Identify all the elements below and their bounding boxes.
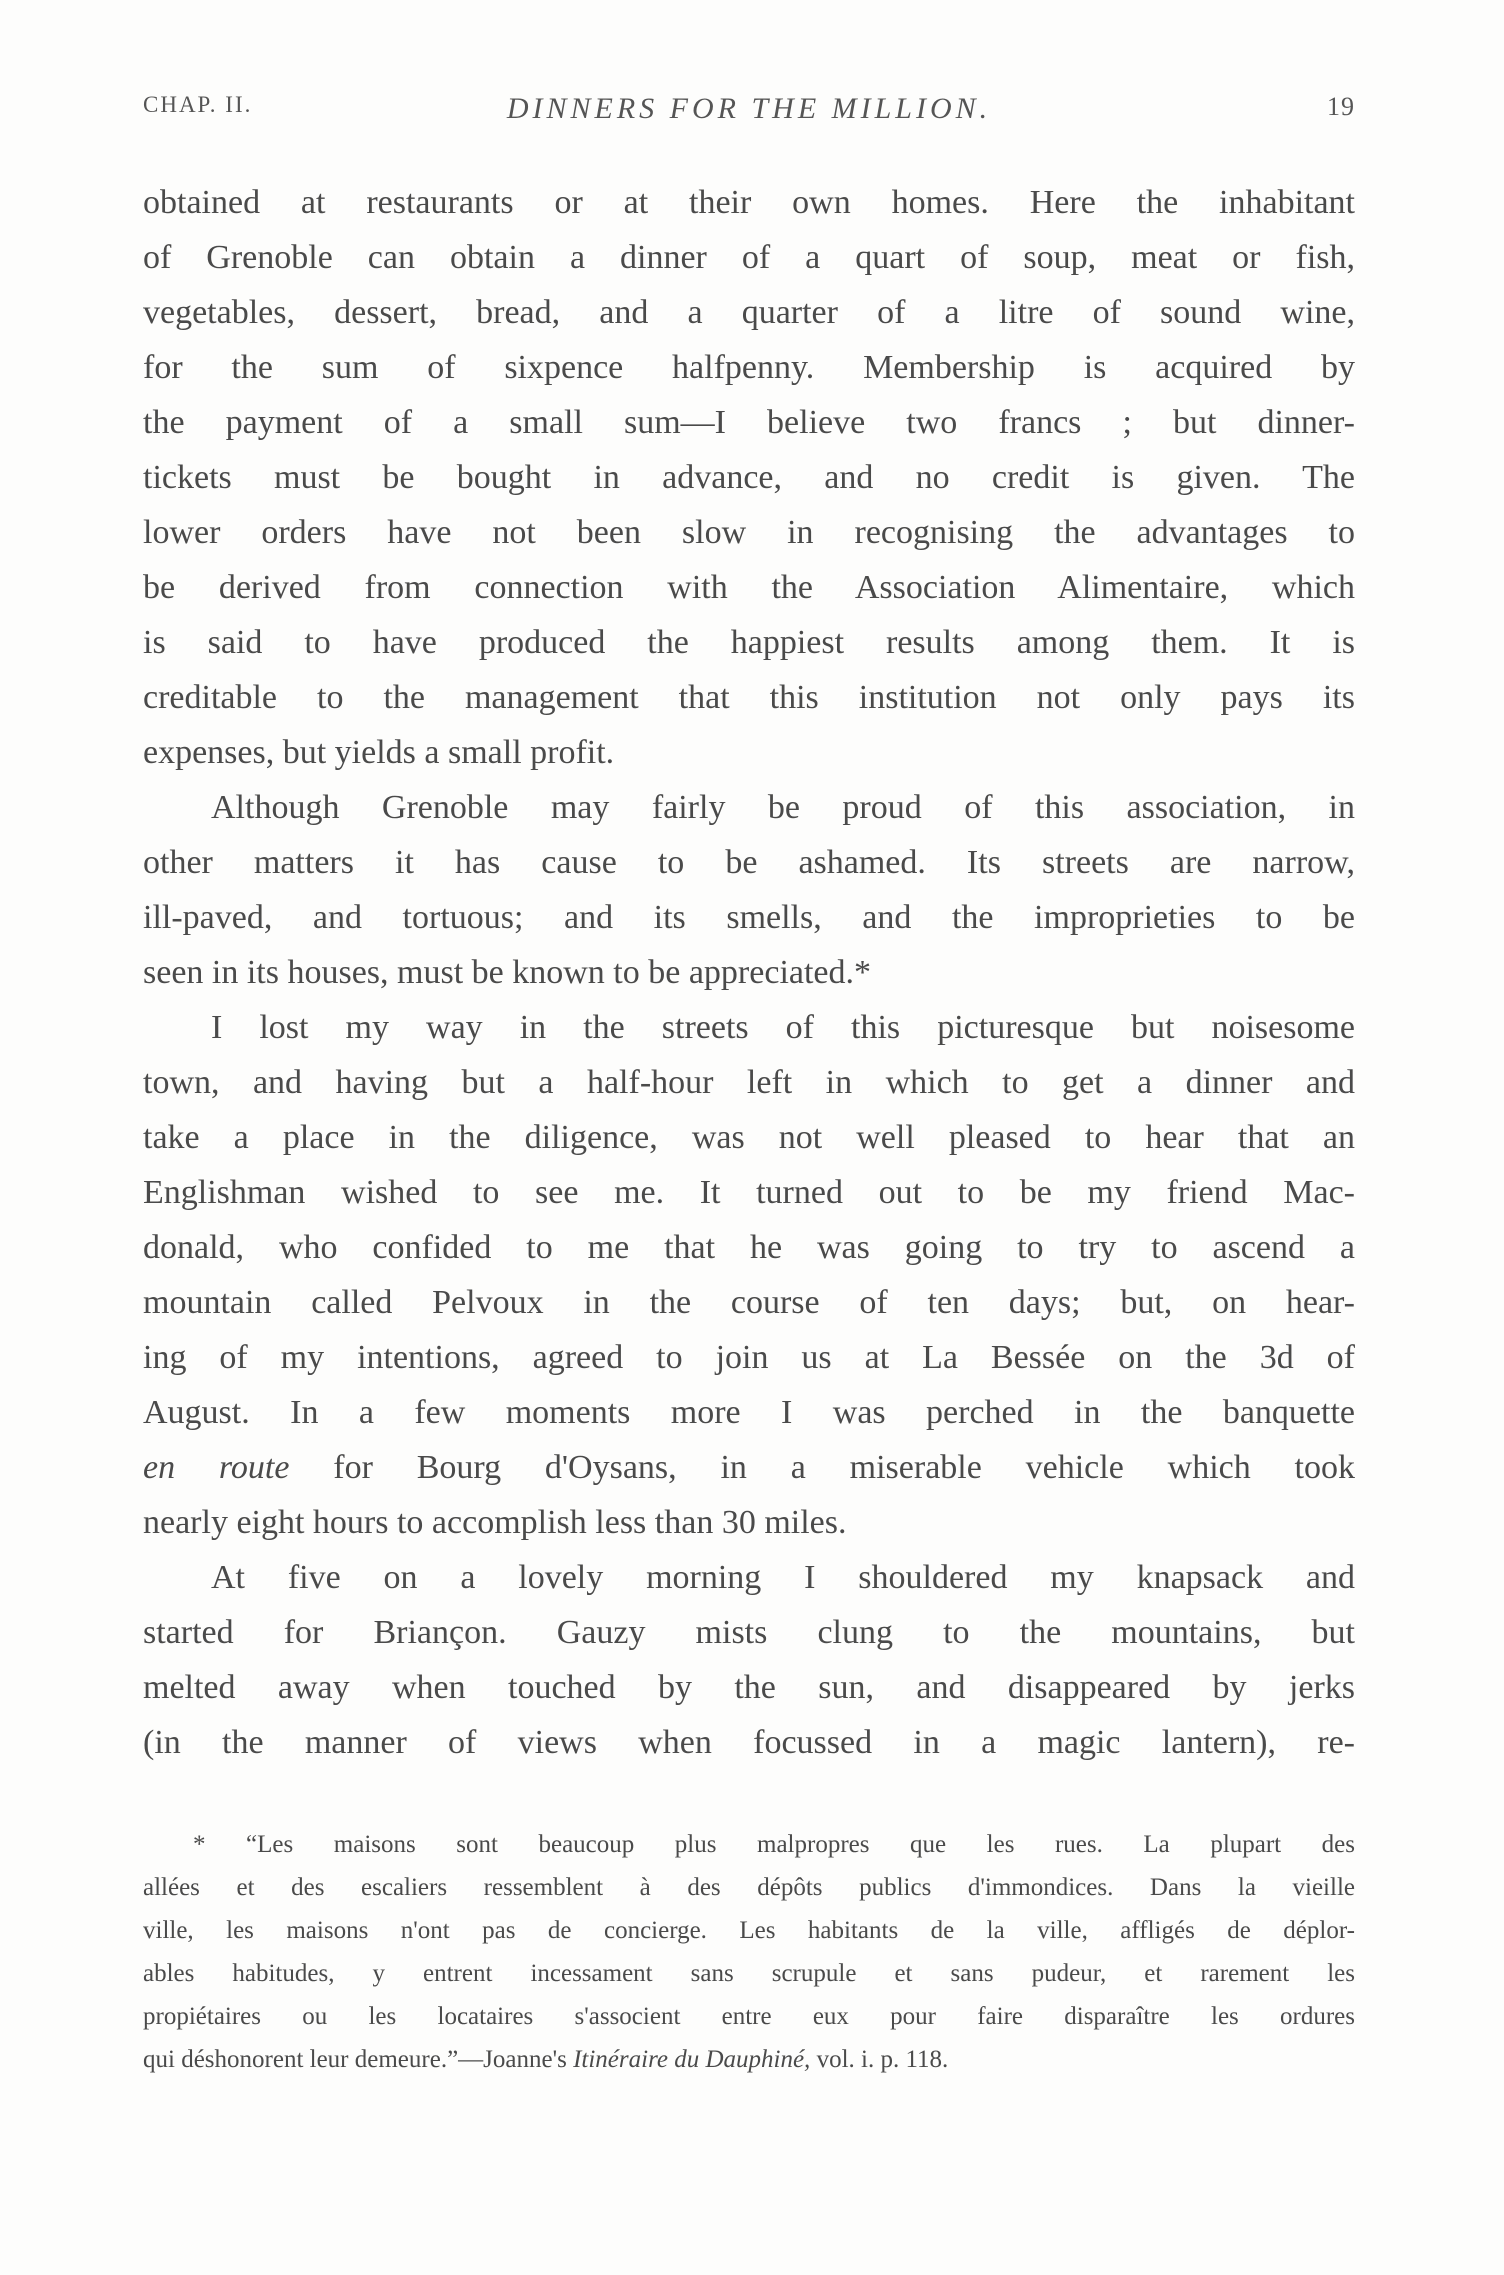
text-line: other matters it has cause to be ashamed. Its streets are narrow, [143, 844, 1355, 881]
paragraph-start-line: Although Grenoble may fairly be proud of this association, in [211, 789, 1355, 826]
text-line: of Grenoble can obtain a dinner of a quart of soup, meat or fish, [143, 239, 1355, 276]
footnote-line: propiétaires ou les locataires s'associent entre eux pour faire disparaître les ordures [143, 2003, 1355, 2030]
footnote-citation-text: qui déshonorent leur demeure.”—Joanne's [143, 2046, 574, 2073]
text-line: obtained at restaurants or at their own homes. Here the inhabitant [143, 184, 1355, 221]
text-line: expenses, but yields a small profit. [143, 734, 615, 771]
text-line: vegetables, dessert, bread, and a quarter of a litre of sound wine, [143, 294, 1355, 331]
text-line: be derived from connection with the Association Alimentaire, which [143, 569, 1355, 606]
text-line: is said to have produced the happiest results among them. It is [143, 624, 1355, 661]
cited-work-title: Itinéraire du Dauphiné, [573, 2046, 811, 2073]
text-line: ill-paved, and tortuous; and its smells, and the improprieties to be [143, 899, 1355, 936]
footnote-line: ables habitudes, y entrent incessament sans scrupule et sans pudeur, et rarement les [143, 1960, 1355, 1987]
text-line: creditable to the management that this institution not only pays its [143, 679, 1355, 716]
footnote [143, 1823, 1355, 2081]
text-line: donald, who confided to me that he was going to try to ascend a [143, 1229, 1355, 1266]
text-line: Englishman wished to see me. It turned out to be my friend Mac- [143, 1174, 1355, 1211]
running-title: DINNERS FOR THE MILLION. [506, 92, 992, 125]
text-line: seen in its houses, must be known to be appreciated.* [143, 954, 872, 991]
text-line: started for Briançon. Gauzy mists clung to the mountains, but [143, 1614, 1355, 1651]
text-line: for the sum of sixpence halfpenny. Membership is acquired by [143, 349, 1355, 386]
body-text [143, 175, 1355, 1770]
paragraph-start-line: At five on a lovely morning I shouldered my knapsack and [211, 1559, 1355, 1596]
text-line: lower orders have not been slow in recognising the advantages to [143, 514, 1355, 551]
text-line: the payment of a small sum—I believe two francs ; but dinner- [143, 404, 1355, 441]
footnote-line: * “Les maisons sont beaucoup plus malpropres que les rues. La plupart des [193, 1831, 1355, 1858]
text-line: (in the manner of views when focussed in a magic lantern), re- [143, 1724, 1355, 1761]
text-line-rest: for Bourg d'Oysans, in a miserable vehicle which took [333, 1449, 1355, 1486]
running-head [143, 92, 1355, 132]
paragraph-start-line: I lost my way in the streets of this picturesque but noisesome [211, 1009, 1355, 1046]
page-number: 19 [1327, 92, 1355, 121]
footnote-line: allées et des escaliers ressemblent à des dépôts publics d'immondices. Dans la vieille [143, 1874, 1355, 1901]
footnote-line: ville, les maisons n'ont pas de concierge. Les habitants de la ville, affligés de déplor- [143, 1917, 1355, 1944]
text-line: mountain called Pelvoux in the course of ten days; but, on hear- [143, 1284, 1355, 1321]
footnote-line-citation [143, 2038, 1355, 2081]
text-line: August. In a few moments more I was perched in the banquette [143, 1394, 1355, 1431]
chapter-label: CHAP. II. [143, 92, 253, 117]
text-line-with-italic [143, 1440, 1355, 1495]
text-line: ing of my intentions, agreed to join us at La Bessée on the 3d of [143, 1339, 1355, 1376]
text-line: tickets must be bought in advance, and no credit is given. The [143, 459, 1355, 496]
footnote-citation-page: vol. i. p. 118. [810, 2046, 949, 2073]
italic-phrase: en route [143, 1449, 290, 1486]
text-line: town, and having but a half-hour left in which to get a dinner and [143, 1064, 1355, 1101]
text-line: melted away when touched by the sun, and disappeared by jerks [143, 1669, 1355, 1706]
text-line: nearly eight hours to accomplish less than 30 miles. [143, 1504, 847, 1541]
text-line: take a place in the diligence, was not well pleased to hear that an [143, 1119, 1355, 1156]
